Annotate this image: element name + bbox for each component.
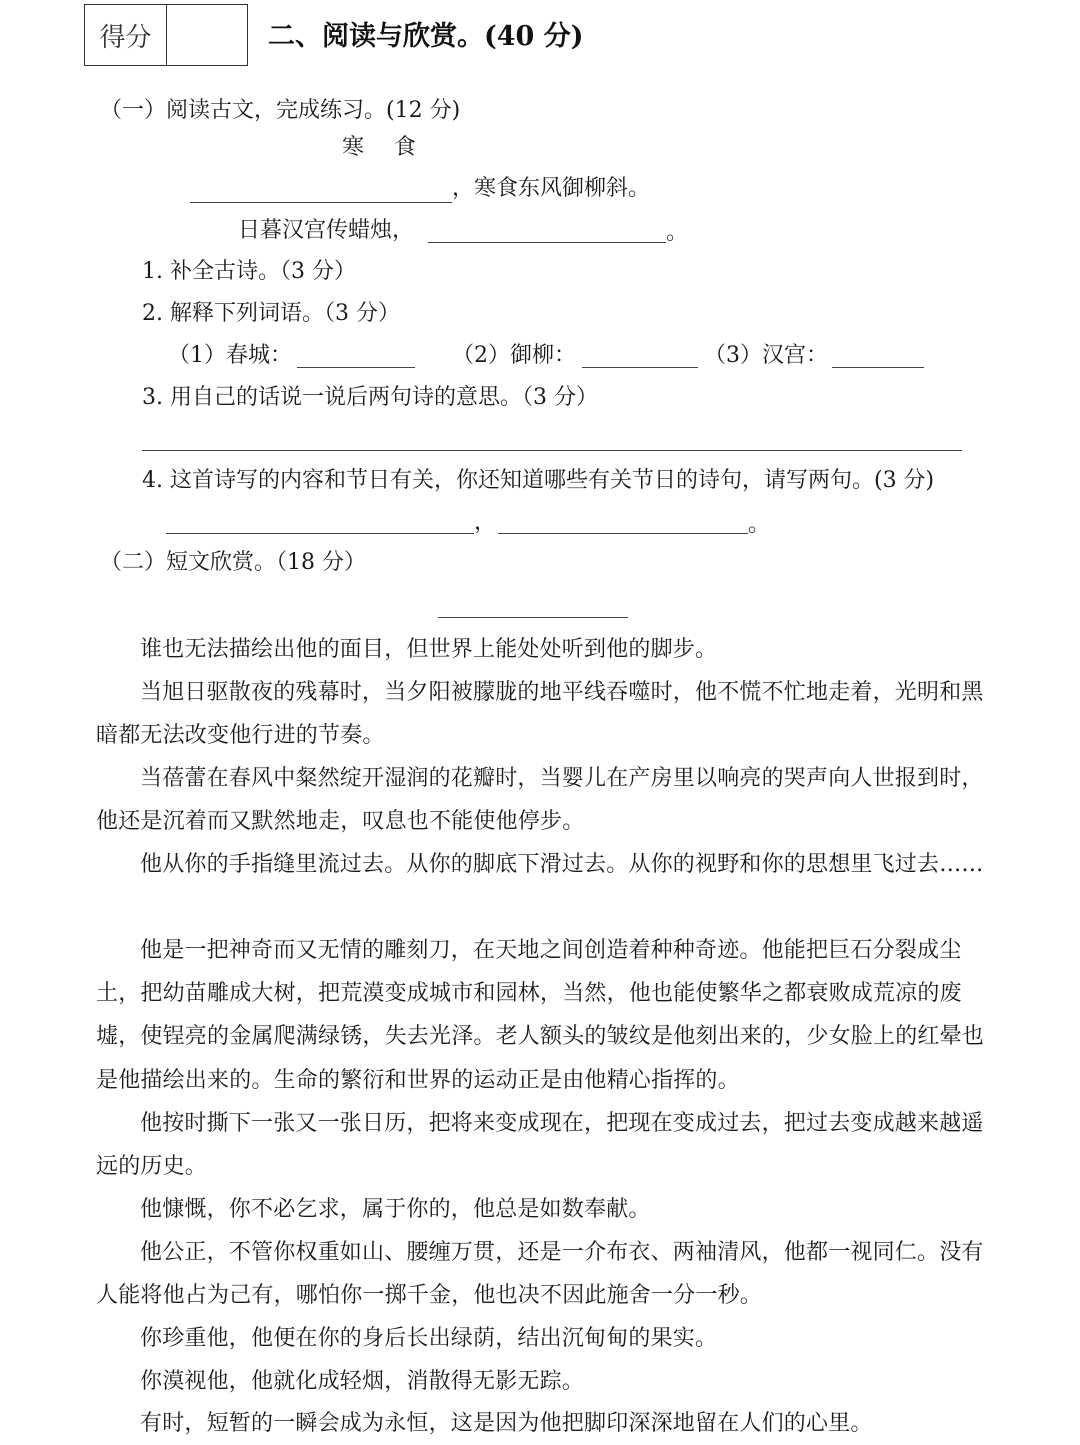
poem-line2-prefix: 日暮汉宫传蜡烛，	[238, 218, 415, 243]
essay-paragraph-9: 你珍重他，他便在你的身后长出绿荫，结出沉甸甸的果实。	[140, 1326, 718, 1351]
poem-line2-blank[interactable]	[428, 242, 666, 243]
question-1: 1. 补全古诗。（3 分）	[142, 259, 356, 284]
q4-blank-1[interactable]	[166, 533, 474, 534]
question-4: 4. 这首诗写的内容和节日有关，你还知道哪些有关节日的诗句，请写两句。(3 分)	[142, 468, 935, 493]
part2-heading: （二）短文欣赏。（18 分）	[100, 550, 366, 575]
essay-paragraph-1: 谁也无法描绘出他的面目，但世界上能处处听到他的脚步。	[140, 637, 718, 662]
q2-item-3-blank[interactable]	[832, 367, 924, 368]
section-title: 二、阅读与欣赏。(40 分)	[268, 21, 584, 52]
essay-paragraph-7: 他慷慨，你不必乞求，属于你的，他总是如数奉献。	[140, 1197, 651, 1222]
q4-period: 。	[748, 512, 771, 537]
essay-paragraph-4: 他从你的手指缝里流过去。从你的脚底下滑过去。从你的视野和你的思想里飞过去……	[140, 852, 984, 877]
score-box	[84, 4, 248, 66]
score-label: 得分	[85, 5, 167, 65]
essay-paragraph-6: 他按时撕下一张又一张日历，把将来变成现在，把现在变成过去，把过去变成越来越遥远的历史。	[96, 1111, 984, 1180]
q4-comma: ，	[474, 510, 497, 535]
score-blank-cell[interactable]	[167, 5, 247, 65]
question-2: 2. 解释下列词语。（3 分）	[142, 301, 400, 326]
essay-paragraph-3: 当蓓蕾在春风中粲然绽开湿润的花瓣时，当婴儿在产房里以响亮的哭声向人世报到时，他还是沉着而又默然地走，叹息也不能使他停步。	[96, 766, 984, 835]
question-3: 3. 用自己的话说一说后两句诗的意思。（3 分）	[142, 385, 598, 410]
essay-paragraph-10: 你漠视他，他就化成轻烟，消散得无影无踪。	[140, 1369, 585, 1394]
q2-item-1: （1）春城：	[168, 343, 292, 368]
q2-item-2-blank[interactable]	[582, 367, 698, 368]
poem-line1-suffix: ，寒食东风御柳斜。	[452, 176, 651, 201]
essay-paragraph-8: 他公正，不管你权重如山、腰缠万贯，还是一介布衣、两袖清风，他都一视同仁。没有人能将他占为己有，哪怕你一掷千金，他也决不因此施舍一分一秒。	[96, 1240, 984, 1309]
q2-item-2: （2）御柳：	[452, 343, 576, 368]
q3-answer-blank[interactable]	[142, 450, 962, 451]
poem-line2-suffix: 。	[666, 220, 689, 245]
essay-paragraph-2: 当旭日驱散夜的残幕时，当夕阳被朦胧的地平线吞噬时，他不慌不忙地走着，光明和黑暗都无法改变他行进的节奏。	[96, 680, 984, 749]
poem-title: 寒 食	[342, 135, 421, 160]
essay-title-blank[interactable]	[438, 617, 628, 618]
essay-paragraph-5: 他是一把神奇而又无情的雕刻刀，在天地之间创造着种种奇迹。他能把巨石分裂成尘土，把幼苗雕成大树，把荒漠变成城市和园林，当然，他也能使繁华之都衰败成荒凉的废墟，使锃亮的金属爬满绿锈，失去光泽。老人额头的皱纹是他刻出来的，少女脸上的红晕也是他描绘出来的。生命的繁衍和世界的运动正是由他精心指挥的。	[96, 938, 985, 1093]
q2-item-1-blank[interactable]	[297, 367, 415, 368]
essay-paragraph-11: 有时，短暂的一瞬会成为永恒，这是因为他把脚印深深地留在人们的心里。	[140, 1411, 873, 1436]
poem-line1-blank[interactable]	[190, 202, 452, 203]
q4-blank-2[interactable]	[498, 533, 748, 534]
q2-item-3: （3）汉宫：	[704, 343, 828, 368]
part1-heading: （一）阅读古文，完成练习。(12 分)	[100, 98, 461, 123]
